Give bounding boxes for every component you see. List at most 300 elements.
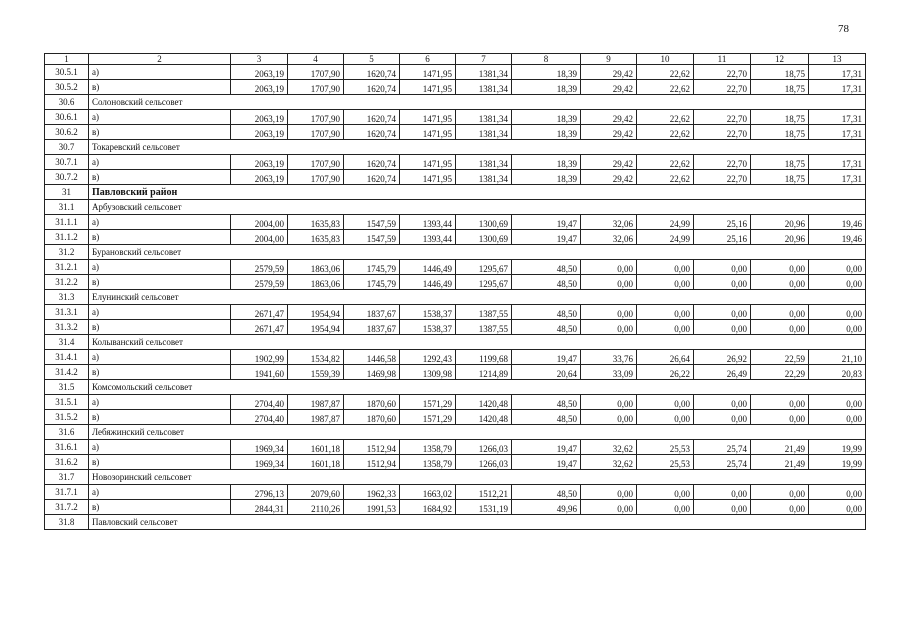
value-cell: 1420,48 [456,395,512,410]
page-number: 78 [838,23,849,35]
value-cell: 1471,95 [400,125,456,140]
header-row [45,54,866,65]
value-cell: 19,47 [512,455,581,470]
value-cell: 0,00 [694,395,751,410]
value-cell: 1471,95 [400,110,456,125]
value-cell: 17,31 [809,125,866,140]
value-cell: 48,50 [512,320,581,335]
group-title: Комсомольский сельсовет [89,380,866,395]
value-cell: 2079,60 [288,485,344,500]
value-cell: 25,16 [694,215,751,230]
value-cell: 1381,34 [456,80,512,95]
value-cell: 2004,00 [231,230,288,245]
value-cell: 22,70 [694,80,751,95]
value-cell: 32,62 [581,440,637,455]
group-row [45,95,866,110]
table-row [45,110,866,125]
row-variant-label: а) [89,440,231,455]
value-cell: 1358,79 [400,455,456,470]
value-cell: 25,53 [637,455,694,470]
value-cell: 1954,94 [288,305,344,320]
value-cell: 1559,39 [288,365,344,380]
row-variant-label: а) [89,110,231,125]
value-cell: 19,46 [809,230,866,245]
value-cell: 1707,90 [288,170,344,185]
row-variant-label: в) [89,410,231,425]
value-cell: 1538,37 [400,320,456,335]
value-cell: 20,64 [512,365,581,380]
value-cell: 22,62 [637,170,694,185]
table-row [45,395,866,410]
value-cell: 1381,34 [456,65,512,80]
value-cell: 1941,60 [231,365,288,380]
value-cell: 1300,69 [456,215,512,230]
value-cell: 22,70 [694,155,751,170]
value-cell: 22,70 [694,170,751,185]
value-cell: 0,00 [637,395,694,410]
value-cell: 1837,67 [344,305,400,320]
row-code: 31.3.2 [45,320,89,335]
row-code: 31.5.2 [45,410,89,425]
table-body [45,54,866,530]
row-variant-label: в) [89,80,231,95]
value-cell: 0,00 [637,410,694,425]
value-cell: 18,75 [751,65,809,80]
value-cell: 1538,37 [400,305,456,320]
value-cell: 2796,13 [231,485,288,500]
value-cell: 48,50 [512,485,581,500]
value-cell: 18,75 [751,170,809,185]
value-cell: 22,62 [637,110,694,125]
value-cell: 1471,95 [400,65,456,80]
row-code: 30.7 [45,140,89,155]
row-code: 31.7.2 [45,500,89,515]
value-cell: 1381,34 [456,170,512,185]
group-row [45,245,866,260]
value-cell: 0,00 [637,260,694,275]
value-cell: 19,47 [512,440,581,455]
header-cell: 8 [512,54,581,65]
value-cell: 0,00 [809,485,866,500]
value-cell: 1446,58 [344,350,400,365]
row-code: 31.7.1 [45,485,89,500]
value-cell: 2063,19 [231,155,288,170]
header-cell: 1 [45,54,89,65]
value-cell: 1954,94 [288,320,344,335]
value-cell: 24,99 [637,215,694,230]
group-title: Павловский сельсовет [89,515,866,530]
header-cell: 7 [456,54,512,65]
row-code: 30.6 [45,95,89,110]
header-cell: 13 [809,54,866,65]
value-cell: 21,49 [751,455,809,470]
value-cell: 0,00 [581,320,637,335]
value-cell: 22,59 [751,350,809,365]
row-code: 30.5.2 [45,80,89,95]
group-row [45,140,866,155]
value-cell: 1571,29 [400,395,456,410]
row-code: 31.4 [45,335,89,350]
value-cell: 0,00 [751,260,809,275]
value-cell: 1266,03 [456,440,512,455]
row-code: 31.8 [45,515,89,530]
value-cell: 19,47 [512,230,581,245]
value-cell: 0,00 [694,260,751,275]
header-cell: 6 [400,54,456,65]
group-title: Арбузовский сельсовет [89,200,866,215]
value-cell: 2063,19 [231,125,288,140]
value-cell: 2579,59 [231,260,288,275]
group-title: Лебяжинский сельсовет [89,425,866,440]
value-cell: 1292,43 [400,350,456,365]
value-cell: 29,42 [581,155,637,170]
row-variant-label: а) [89,260,231,275]
value-cell: 0,00 [751,410,809,425]
header-cell: 11 [694,54,751,65]
value-cell: 19,46 [809,215,866,230]
value-cell: 22,70 [694,110,751,125]
row-variant-label: а) [89,65,231,80]
header-cell: 12 [751,54,809,65]
row-variant-label: в) [89,230,231,245]
value-cell: 0,00 [751,275,809,290]
value-cell: 0,00 [809,305,866,320]
value-cell: 1446,49 [400,260,456,275]
row-code: 31.3.1 [45,305,89,320]
row-code: 31.1.1 [45,215,89,230]
value-cell: 33,76 [581,350,637,365]
header-cell: 9 [581,54,637,65]
value-cell: 0,00 [751,500,809,515]
table-row [45,305,866,320]
value-cell: 0,00 [751,320,809,335]
table-row [45,125,866,140]
value-cell: 25,53 [637,440,694,455]
value-cell: 21,10 [809,350,866,365]
group-title: Елунинский сельсовет [89,290,866,305]
value-cell: 1387,55 [456,305,512,320]
value-cell: 1635,83 [288,230,344,245]
value-cell: 48,50 [512,305,581,320]
value-cell: 2671,47 [231,305,288,320]
value-cell: 22,70 [694,65,751,80]
value-cell: 0,00 [637,320,694,335]
value-cell: 2579,59 [231,275,288,290]
table-row [45,485,866,500]
value-cell: 1870,60 [344,395,400,410]
table-row [45,155,866,170]
value-cell: 1393,44 [400,215,456,230]
value-cell: 1707,90 [288,110,344,125]
value-cell: 0,00 [637,500,694,515]
section-title: Павловский район [89,185,866,200]
value-cell: 1620,74 [344,110,400,125]
value-cell: 19,99 [809,440,866,455]
value-cell: 1295,67 [456,260,512,275]
value-cell: 2704,40 [231,410,288,425]
row-variant-label: а) [89,395,231,410]
value-cell: 18,39 [512,110,581,125]
table-row [45,500,866,515]
section-row [45,185,866,200]
header-cell: 5 [344,54,400,65]
value-cell: 0,00 [809,500,866,515]
value-cell: 26,22 [637,365,694,380]
value-cell: 0,00 [694,320,751,335]
group-row [45,425,866,440]
value-cell: 18,39 [512,80,581,95]
value-cell: 19,47 [512,215,581,230]
value-cell: 24,99 [637,230,694,245]
value-cell: 0,00 [581,395,637,410]
row-code: 30.7.2 [45,170,89,185]
value-cell: 22,62 [637,155,694,170]
value-cell: 1471,95 [400,155,456,170]
value-cell: 17,31 [809,170,866,185]
group-row [45,200,866,215]
value-cell: 1707,90 [288,65,344,80]
group-row [45,515,866,530]
value-cell: 32,06 [581,230,637,245]
value-cell: 1512,94 [344,455,400,470]
group-title: Бурановский сельсовет [89,245,866,260]
value-cell: 0,00 [809,275,866,290]
value-cell: 1745,79 [344,275,400,290]
value-cell: 1707,90 [288,125,344,140]
row-code: 31.6.2 [45,455,89,470]
value-cell: 0,00 [751,395,809,410]
value-cell: 1387,55 [456,320,512,335]
value-cell: 0,00 [581,275,637,290]
row-code: 31.2.1 [45,260,89,275]
header-cell: 10 [637,54,694,65]
value-cell: 29,42 [581,170,637,185]
header-cell: 4 [288,54,344,65]
value-cell: 1684,92 [400,500,456,515]
value-cell: 1863,06 [288,275,344,290]
value-cell: 32,62 [581,455,637,470]
value-cell: 49,96 [512,500,581,515]
value-cell: 0,00 [751,305,809,320]
group-row [45,335,866,350]
row-variant-label: в) [89,125,231,140]
row-variant-label: а) [89,215,231,230]
row-variant-label: в) [89,455,231,470]
value-cell: 20,96 [751,230,809,245]
row-code: 31 [45,185,89,200]
value-cell: 18,39 [512,65,581,80]
value-cell: 1295,67 [456,275,512,290]
table-row [45,65,866,80]
value-cell: 2844,31 [231,500,288,515]
table-row [45,350,866,365]
value-cell: 32,06 [581,215,637,230]
value-cell: 2704,40 [231,395,288,410]
value-cell: 0,00 [694,500,751,515]
value-cell: 0,00 [694,485,751,500]
value-cell: 0,00 [694,275,751,290]
row-code: 31.5.1 [45,395,89,410]
value-cell: 22,62 [637,125,694,140]
group-title: Солоновский сельсовет [89,95,866,110]
value-cell: 1420,48 [456,410,512,425]
value-cell: 1446,49 [400,275,456,290]
value-cell: 48,50 [512,410,581,425]
value-cell: 0,00 [809,320,866,335]
value-cell: 0,00 [809,410,866,425]
value-cell: 20,83 [809,365,866,380]
row-variant-label: в) [89,170,231,185]
value-cell: 1512,21 [456,485,512,500]
value-cell: 1707,90 [288,80,344,95]
value-cell: 1534,82 [288,350,344,365]
value-cell: 0,00 [581,500,637,515]
value-cell: 19,99 [809,455,866,470]
value-cell: 48,50 [512,395,581,410]
row-code: 31.2 [45,245,89,260]
value-cell: 1707,90 [288,155,344,170]
row-code: 30.7.1 [45,155,89,170]
value-cell: 2063,19 [231,110,288,125]
table-row [45,80,866,95]
value-cell: 1512,94 [344,440,400,455]
row-code: 31.1.2 [45,230,89,245]
tariff-table [44,53,866,530]
value-cell: 2671,47 [231,320,288,335]
value-cell: 22,70 [694,125,751,140]
value-cell: 25,74 [694,455,751,470]
value-cell: 0,00 [637,485,694,500]
value-cell: 22,62 [637,65,694,80]
header-cell: 3 [231,54,288,65]
value-cell: 22,29 [751,365,809,380]
value-cell: 21,49 [751,440,809,455]
value-cell: 1902,99 [231,350,288,365]
value-cell: 1571,29 [400,410,456,425]
value-cell: 1987,87 [288,395,344,410]
value-cell: 1266,03 [456,455,512,470]
table-row [45,410,866,425]
value-cell: 1870,60 [344,410,400,425]
header-cell: 2 [89,54,231,65]
value-cell: 1547,59 [344,230,400,245]
value-cell: 1620,74 [344,80,400,95]
value-cell: 29,42 [581,110,637,125]
value-cell: 17,31 [809,110,866,125]
value-cell: 18,75 [751,125,809,140]
group-row [45,290,866,305]
value-cell: 1969,34 [231,440,288,455]
value-cell: 2004,00 [231,215,288,230]
row-code: 30.6.2 [45,125,89,140]
value-cell: 1987,87 [288,410,344,425]
value-cell: 0,00 [581,410,637,425]
value-cell: 18,39 [512,155,581,170]
value-cell: 29,42 [581,65,637,80]
row-code: 30.6.1 [45,110,89,125]
row-variant-label: а) [89,305,231,320]
group-title: Токаревский сельсовет [89,140,866,155]
row-variant-label: в) [89,320,231,335]
table-row [45,230,866,245]
value-cell: 18,75 [751,80,809,95]
value-cell: 1469,98 [344,365,400,380]
table-row [45,275,866,290]
value-cell: 1601,18 [288,440,344,455]
value-cell: 25,74 [694,440,751,455]
value-cell: 25,16 [694,230,751,245]
value-cell: 1199,68 [456,350,512,365]
row-code: 31.3 [45,290,89,305]
value-cell: 1358,79 [400,440,456,455]
value-cell: 18,39 [512,170,581,185]
table-row [45,365,866,380]
value-cell: 17,31 [809,155,866,170]
value-cell: 0,00 [809,395,866,410]
row-code: 31.4.2 [45,365,89,380]
value-cell: 2110,26 [288,500,344,515]
table-row [45,320,866,335]
group-row [45,380,866,395]
group-title: Колыванский сельсовет [89,335,866,350]
value-cell: 48,50 [512,260,581,275]
value-cell: 1214,89 [456,365,512,380]
value-cell: 19,47 [512,350,581,365]
value-cell: 1620,74 [344,125,400,140]
value-cell: 17,31 [809,80,866,95]
table-row [45,170,866,185]
value-cell: 1745,79 [344,260,400,275]
value-cell: 29,42 [581,125,637,140]
row-variant-label: а) [89,485,231,500]
value-cell: 1991,53 [344,500,400,515]
value-cell: 48,50 [512,275,581,290]
row-code: 31.7 [45,470,89,485]
value-cell: 1663,02 [400,485,456,500]
value-cell: 1620,74 [344,155,400,170]
value-cell: 0,00 [809,260,866,275]
value-cell: 2063,19 [231,170,288,185]
value-cell: 2063,19 [231,65,288,80]
value-cell: 20,96 [751,215,809,230]
value-cell: 0,00 [581,260,637,275]
table-row [45,455,866,470]
row-code: 31.5 [45,380,89,395]
value-cell: 1962,33 [344,485,400,500]
value-cell: 1863,06 [288,260,344,275]
group-row [45,470,866,485]
value-cell: 0,00 [581,485,637,500]
row-code: 30.5.1 [45,65,89,80]
row-variant-label: а) [89,155,231,170]
row-code: 31.2.2 [45,275,89,290]
value-cell: 18,75 [751,155,809,170]
row-variant-label: а) [89,350,231,365]
row-variant-label: в) [89,365,231,380]
value-cell: 18,39 [512,125,581,140]
value-cell: 1547,59 [344,215,400,230]
value-cell: 0,00 [694,305,751,320]
group-title: Новозоринский сельсовет [89,470,866,485]
value-cell: 1531,19 [456,500,512,515]
row-variant-label: в) [89,275,231,290]
row-code: 31.6.1 [45,440,89,455]
value-cell: 1837,67 [344,320,400,335]
value-cell: 2063,19 [231,80,288,95]
value-cell: 1601,18 [288,455,344,470]
value-cell: 0,00 [694,410,751,425]
value-cell: 1471,95 [400,80,456,95]
